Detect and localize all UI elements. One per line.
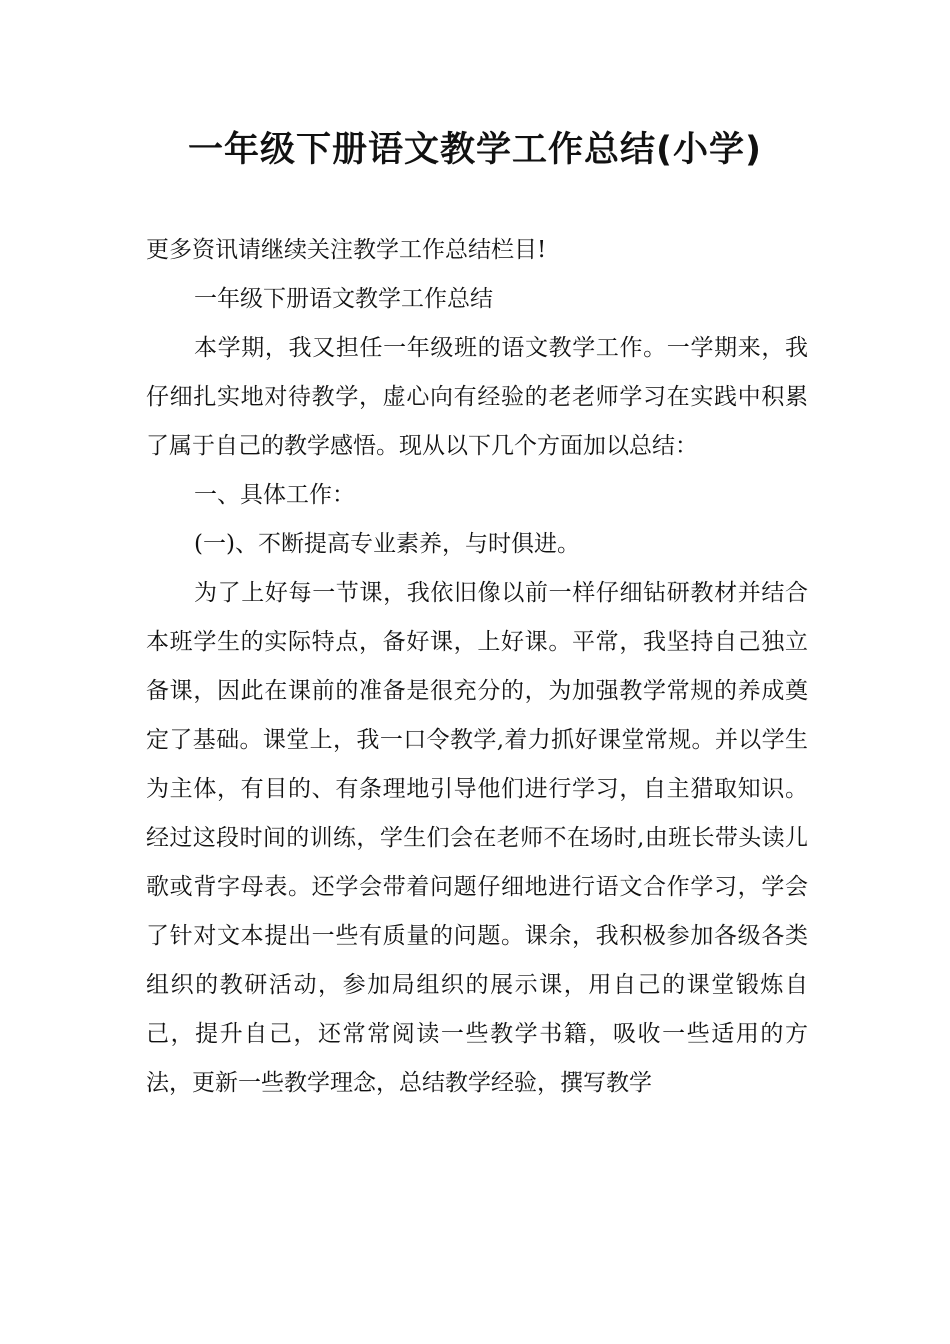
document-title: 一年级下册语文教学工作总结(小学) bbox=[188, 130, 762, 170]
document-paragraph: 为了上好每一节课，我依旧像以前一样仔细钻研教材并结合本班学生的实际特点，备好课，上好课。平常，我坚持自己独立备课，因此在课前的准备是很充分的，为加强教学常规的养成奠定了基础。课堂上，我一口令教学,着力抓好课堂常规。并以学生为主体，有目的、有条理地引导他们进行学习，自主猎取知识。经过这段时间的训练，学生们会在老师不在场时,由班长带头读儿歌或背字母表。还学会带着问题仔细地进行语文合作学习，学会了针对文本提出一些有质量的问题。课余，我积极参加各级各类组织的教研活动，参加局组织的展示课，用自己的课堂锻炼自己，提升自己，还常常阅读一些教学书籍，吸收一些适用的方法，更新一些教学理念，总结教学经验，撰写教学 bbox=[146, 580, 808, 1096]
document-paragraph: 一、具体工作： bbox=[194, 482, 355, 508]
document-paragraph: 本学期，我又担任一年级班的语文教学工作。一学期来，我仔细扎实地对待教学，虚心向有经验的老老师学习在实践中积累了属于自己的教学感悟。现从以下几个方面加以总结： bbox=[146, 335, 808, 459]
document-body bbox=[146, 226, 808, 1108]
document-paragraph: 一年级下册语文教学工作总结 bbox=[194, 286, 493, 312]
document-paragraph: (一)、不断提高专业素养，与时俱进。 bbox=[194, 531, 580, 557]
document-paragraph: 更多资讯请继续关注教学工作总结栏目! bbox=[146, 237, 547, 263]
